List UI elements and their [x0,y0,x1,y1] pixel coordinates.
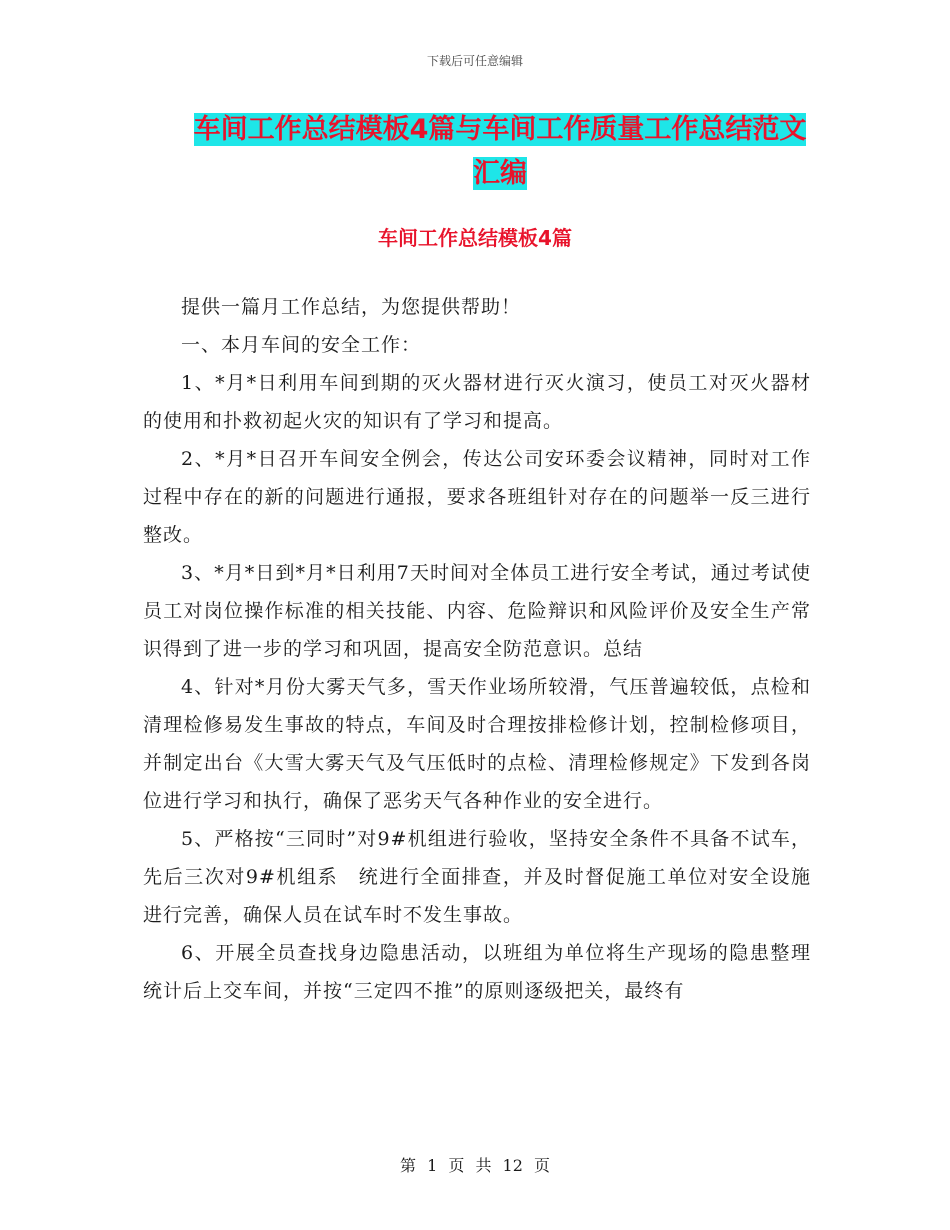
paragraph: 5、严格按“三同时”对9#机组进行验收，坚持安全条件不具备不试车，先后三次对9#机组系 统进行全面排查，并及时督促施工单位对安全设施进行完善，确保人员在试车时不发生事故。 [143,828,811,926]
paragraph: 提供一篇月工作总结，为您提供帮助！ [181,296,522,318]
document-title [190,108,810,196]
paragraph: 4、针对*月份大雾天气多，雪天作业场所较滑，气压普遍较低，点检和清理检修易发生事故的特点，车间及时合理按排检修计划，控制检修项目，并制定出台《大雪大雾天气及气压低时的点检、清理检修规定》下发到各岗位进行学习和执行，确保了恶劣天气各种作业的安全进行。 [143,676,811,812]
paragraph: 6、开展全员查找身边隐患活动，以班组为单位将生产现场的隐患整理统计后上交车间，并按“三定四不推”的原则逐级把关，最终有 [143,942,811,1002]
page-footer: 第 1 页 共 12 页 [400,1156,550,1175]
section-title: 车间工作总结模板4篇 [378,226,572,250]
header-note: 下载后可任意编辑 [426,54,523,68]
title-line-1: 车间工作总结模板4篇与车间工作质量工作总结范文 [193,114,807,145]
title-line-2: 汇编 [473,158,527,189]
paragraph: 3、*月*日到*月*日利用7天时间对全体员工进行安全考试，通过考试使员工对岗位操作标准的相关技能、内容、危险辩识和风险评价及安全生产常识得到了进一步的学习和巩固，提高安全防范意识。总结 [143,562,811,660]
paragraph: 1、*月*日利用车间到期的灭火器材进行灭火演习，使员工对灭火器材的使用和扑救初起火灾的知识有了学习和提高。 [143,372,811,432]
document-body [143,288,811,1010]
paragraph: 一、本月车间的安全工作： [181,334,422,356]
paragraph: 2、*月*日召开车间安全例会，传达公司安环委会议精神，同时对工作过程中存在的新的问题进行通报，要求各班组针对存在的问题举一反三进行整改。 [143,448,811,546]
